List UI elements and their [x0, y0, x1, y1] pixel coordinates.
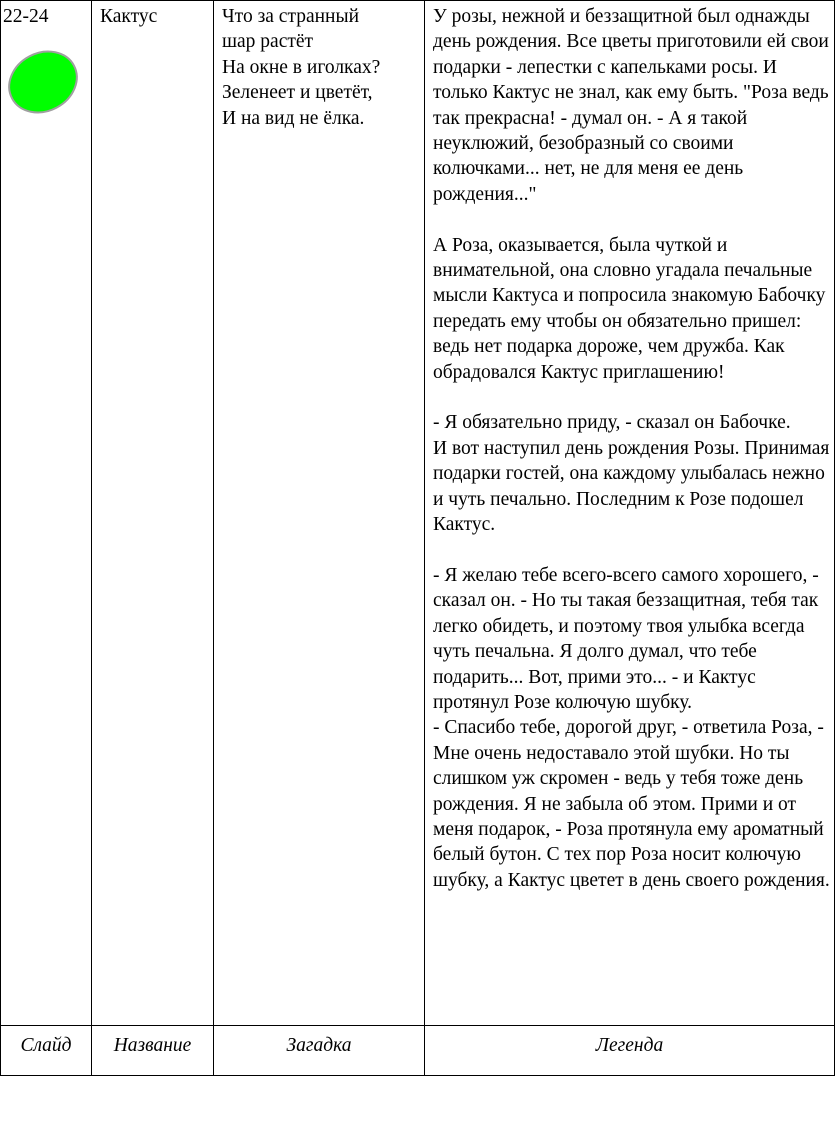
flower-name: Кактус [100, 6, 158, 27]
name-cell [92, 1, 214, 1026]
green-oval-shape [5, 49, 81, 115]
riddle-text [214, 1, 424, 131]
riddle-line: И на вид не ёлка. [222, 107, 365, 129]
table-row [1, 1, 835, 1026]
legend-text [425, 1, 834, 893]
riddle-line: Зеленеет и цветёт, [222, 82, 373, 104]
slide-number: 22-24 [3, 6, 49, 27]
riddle-line: Что за странный [222, 6, 360, 27]
slide-cell [1, 1, 92, 1026]
header-riddle: Загадка [214, 1026, 425, 1076]
legend-cell [425, 1, 835, 1026]
legend-paragraph: - Я обязательно приду, - сказал он Бабочке. И вот наступил день рождения Розы. Принимая подарки гостей, она каждому улыбалась нежно и чуть печально. Последним к Розе подошел Кактус. [433, 412, 830, 536]
riddle-cell [214, 1, 425, 1026]
legend-paragraph: У розы, нежной и беззащитной был однажды день рождения. Все цветы приготовили ей свои подарки - лепестки с капельками росы. И только Кактус не знал, как ему быть. "Роза ведь так прекрасна! - думал он. - А я такой неуклюжий, безобразный со своими колючками... нет, не для меня ее день рождения..." [433, 6, 834, 205]
header-legend: Легенда [425, 1026, 835, 1076]
riddle-line: шар растёт [222, 31, 314, 53]
header-row [1, 1026, 835, 1076]
legend-paragraph: А Роза, оказывается, была чуткой и внимательной, она словно угадала печальные мысли Кактуса и попросила знакомую Бабочку передать ему чтобы он обязательно пришел: ведь нет подарка дороже, чем дружба. Как обрадовался Кактус приглашению! [433, 234, 831, 383]
legend-paragraph: - Я желаю тебе всего-всего самого хорошего, - сказал он. - Но ты такая беззащитная, тебя так легко обидеть, и поэтому твоя улыбка всегда чуть печальна. Я долго думал, что тебе подарить... Вот, прими это... - и Кактус протянул Розе колючую шубку. - Спасибо тебе, дорогой друг, - ответила Роза, - Мне очень недоставало этой шубки. Но ты слишком уж скромен - ведь у тебя тоже день рождения. Я не забыла об этом. Прими и от меня подарок, - Роза протянула ему ароматный белый бутон. С тех пор Роза носит колючую шубку, а Кактус цветет в день своего рождения. [433, 564, 830, 891]
riddle-line: На окне в иголках? [222, 56, 381, 78]
header-slide: Слайд [1, 1026, 92, 1076]
header-name: Название [92, 1026, 214, 1076]
